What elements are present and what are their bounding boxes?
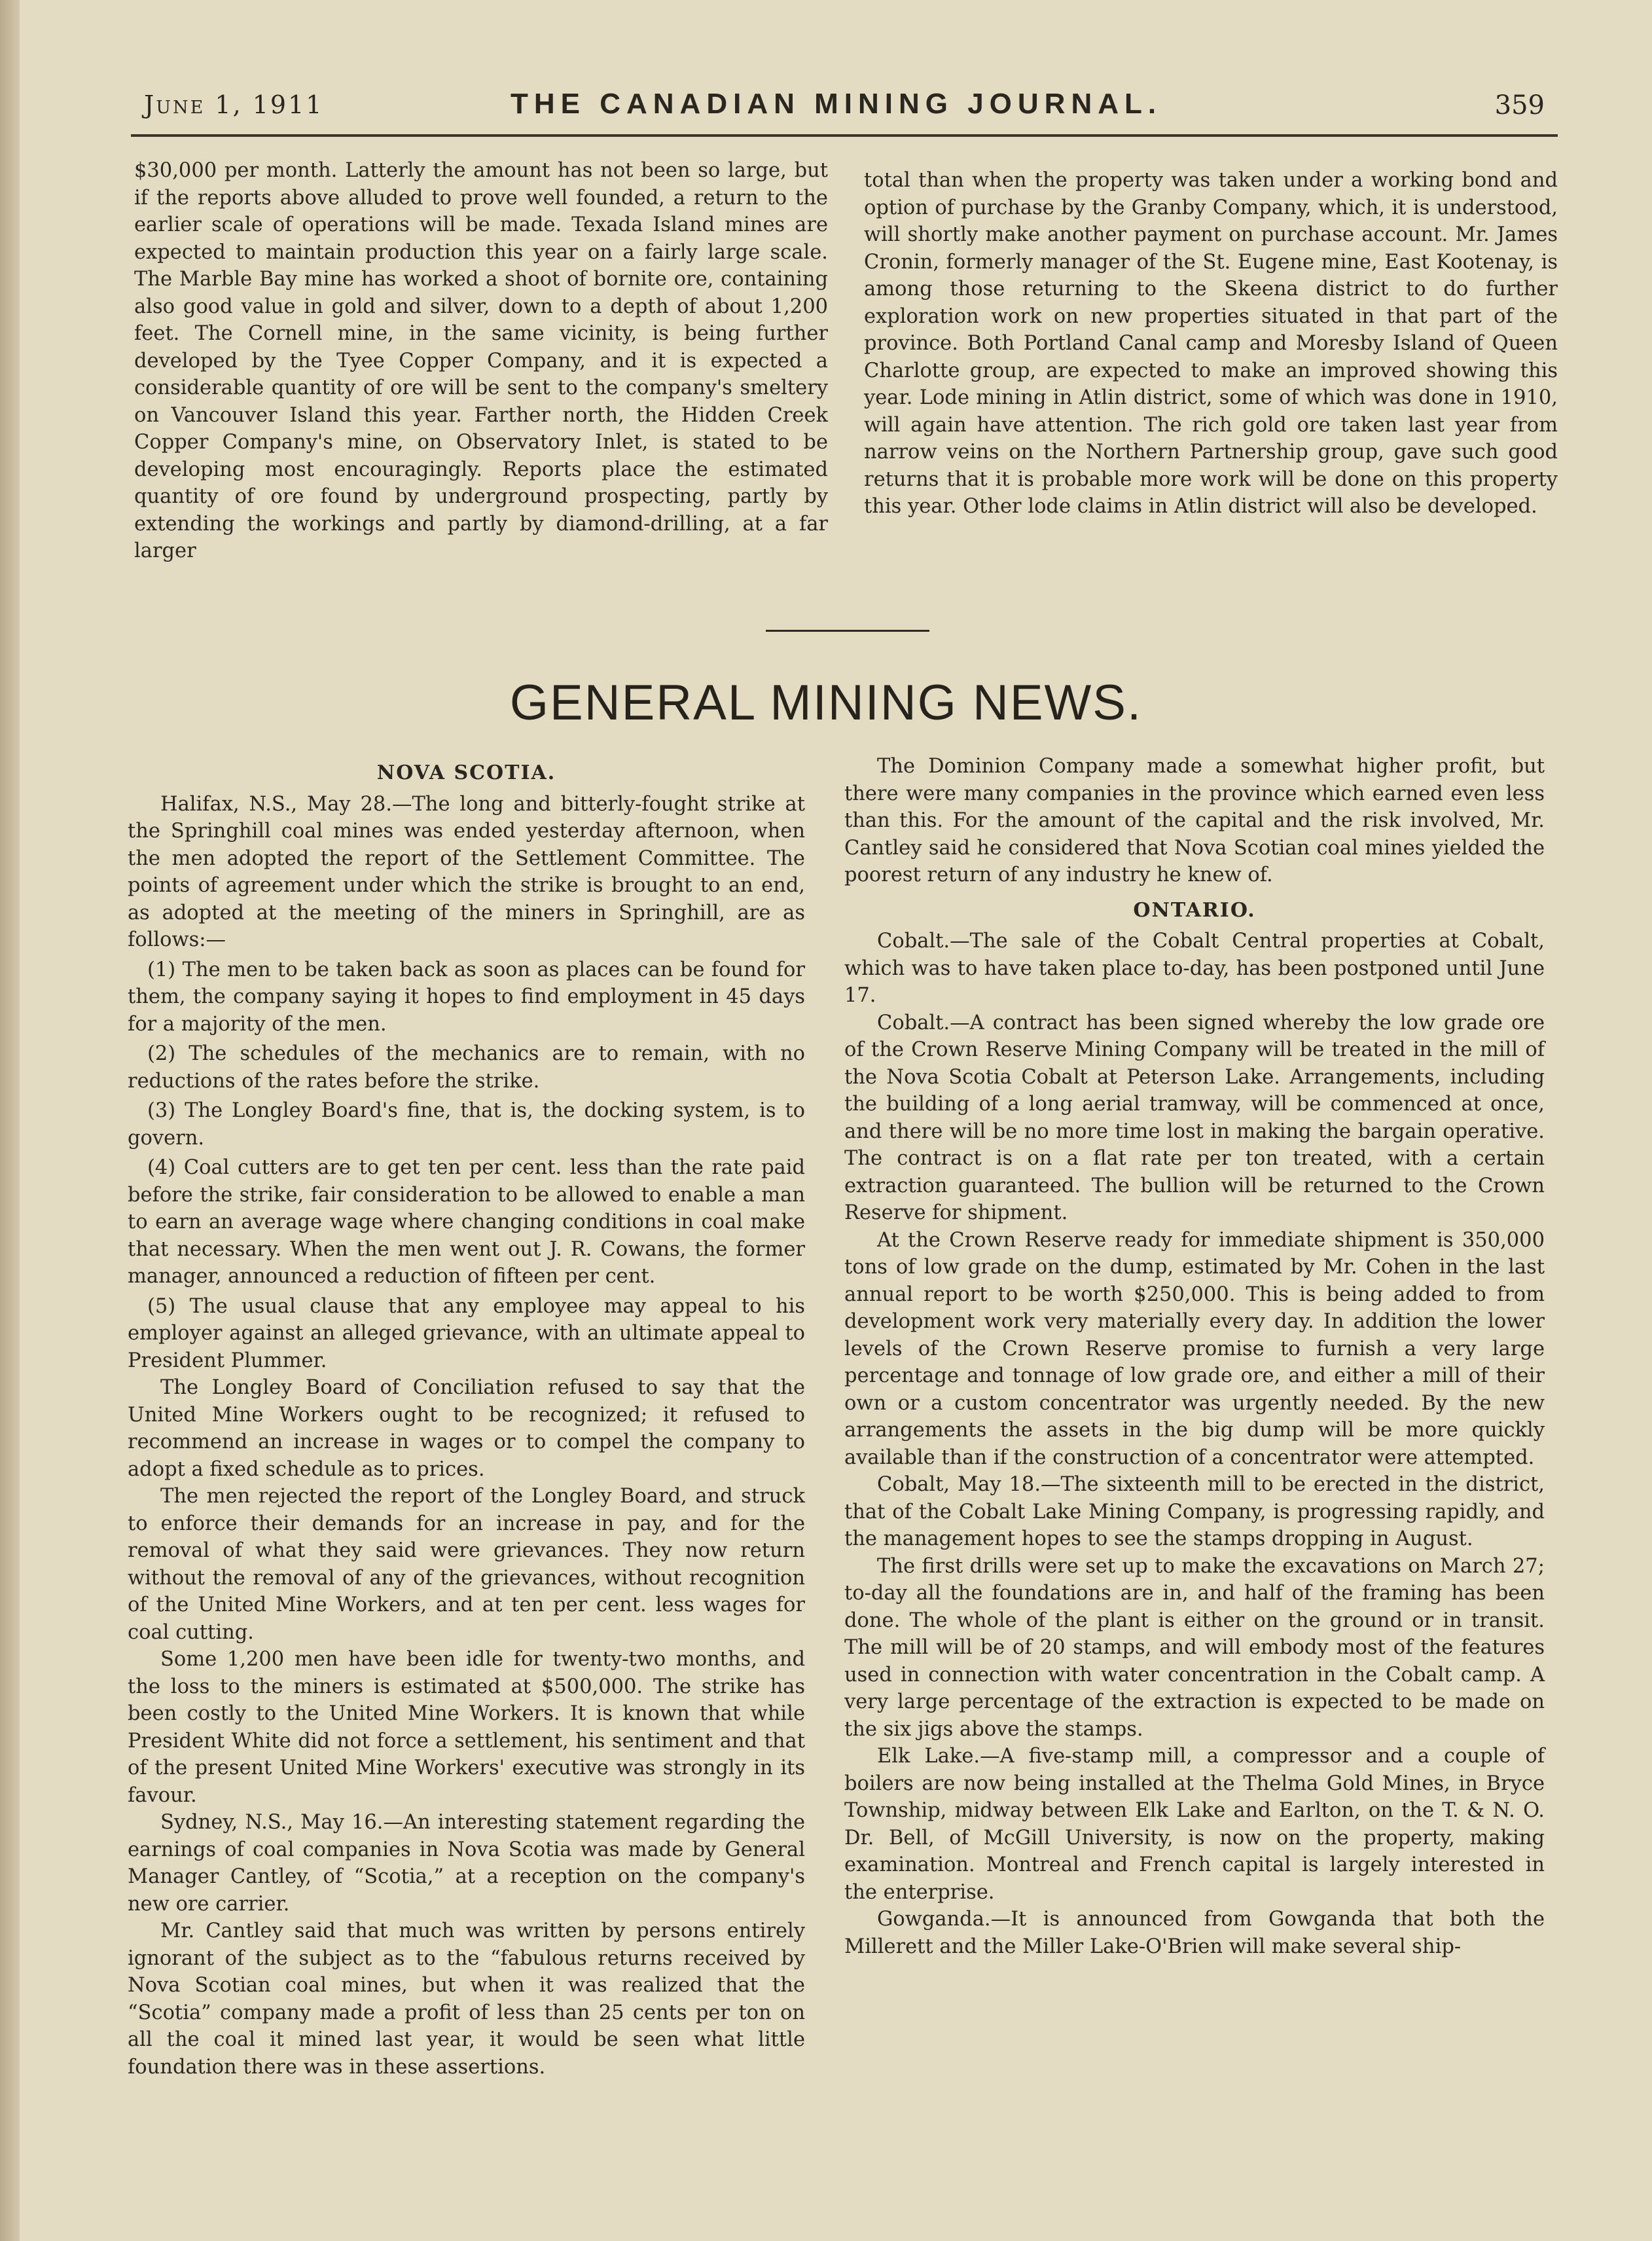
paragraph: total than when the property was taken under a working bond and option of purchase by the Granby Company, which, it is understood, will shortly make another payment on purchase account. Mr. James Cronin, formerly manager of the St. Eugene mine, East Kootenay, is among those returning to the Skeena district to do further exploration work on new properties situated in that part of the province. Both Portland Canal camp and Moresby Island of Queen Charlotte group, are expected to make an improved showing this year. Lode mining in Atlin district, some of which was done in 1910, will again have attention. The rich gold ore taken last year from narrow veins on the Northern Partnership group, gave such good returns that it is probable more work will be done on this property this year. Other lode claims in Atlin district will also be developed. xyxy=(864,169,1558,518)
paragraph: The first drills were set up to make the excavations on March 27; to-day all the foundations are in, and half of the framing has been done. The whole of the plant is either on the ground or in transit. The mill will be of 20 stamps, and will embody most of the features used in connection with water concentration in the Cobalt camp. A very large percentage of the extraction is expected to be made on the six jigs above the stamps. xyxy=(844,1554,1545,1741)
list-item: (4) Coal cutters are to get ten per cent. less than the rate paid before the strike, fair consideration to be allowed to enable a man to earn an average wage where changing conditions in coal make that necessary. When the men went out J. R. Cowans, the former manager, announced a reduction of fifteen per cent. xyxy=(128,1156,805,1288)
journal-title: THE CANADIAN MINING JOURNAL. xyxy=(511,88,1162,120)
list-item: (1) The men to be taken back as soon as places can be found for them, the company saying it hopes to find employment in 45 days for a majority of the men. xyxy=(128,958,805,1036)
paragraph: Halifax, N.S., May 28.—The long and bitterly-fought strike at the Springhill coal mines was ended yesterday afternoon, when the men adopted the report of the Settlement Committee. The points of agreement under which the strike is brought to an end, as adopted at the meeting of the miners in Springhill, are as follows:— xyxy=(128,792,805,951)
paragraph: Cobalt.—The sale of the Cobalt Central properties at Cobalt, which was to have taken place to-day, has been postponed until June 17. xyxy=(844,930,1545,1007)
paragraph: The Dominion Company made a somewhat higher profit, but there were many companies in the province which earned even less than this. For the amount of the capital and the risk involved, Mr. Cantley said he considered that Nova Scotian coal mines yielded the poorest return of any industry he knew of. xyxy=(844,755,1545,886)
top-column-left xyxy=(134,157,828,565)
paragraph: $30,000 per month. Latterly the amount has not been so large, but if the reports above alluded to prove well founded, a return to the earlier scale of operations will be made. Texada Island mines are expected to maintain production this year on a fairly large scale. The Marble Bay mine has worked a shoot of bornite ore, containing also good value in gold and silver, down to a depth of about 1,200 feet. The Cornell mine, in the same vicinity, is being further developed by the Tyee Copper Company, and it is expected a considerable quantity of ore will be sent to the company's smeltery on Vancouver Island this year. Farther north, the Hidden Creek Copper Company's mine, on Observatory Inlet, is stated to be developing most encouragingly. Reports place the estimated quantity of ore found by underground prospecting, partly by extending the workings and partly by diamond-drilling, at a far larger xyxy=(134,159,828,562)
paragraph: Some 1,200 men have been idle for twenty-two months, and the loss to the miners is estimated at $500,000. The strike has been costly to the United Mine Workers. It is known that while President White did not force a settlement, his sentiment and that of the present United Mine Workers' executive was strongly in its favour. xyxy=(128,1648,805,1807)
nova-scotia-heading: NOVA SCOTIA. xyxy=(376,761,556,784)
list-item: (5) The usual clause that any employee may appeal to his employer against an alleged grievance, with an ultimate appeal to President Plummer. xyxy=(128,1294,805,1372)
header-rule xyxy=(131,134,1558,137)
nova-scotia-column xyxy=(128,759,805,2081)
paragraph: The men rejected the report of the Longley Board, and struck to enforce their demands for an increase in pay, and for the removal of what they said were grievances. They now return without the removal of any of the grievances, without recognition of the United Mine Workers, and at ten per cent. less wages for coal cutting. xyxy=(128,1485,805,1644)
running-header xyxy=(131,85,1558,131)
section-headline: GENERAL MINING NEWS. xyxy=(509,675,1143,731)
paragraph: Cobalt.—A contract has been signed whereby the low grade ore of the Crown Reserve Mining Company will be treated in the mill of the Nova Scotia Cobalt at Peterson Lake. Arrangements, including the building of a long aerial tramway, will be commenced at once, and there will be no more time lost in making the bargain operative. The contract is on a flat rate per ton treated, with a certain extraction guaranteed. The bullion will be returned to the Crown Reserve for shipment. xyxy=(844,1011,1545,1224)
paragraph: At the Crown Reserve ready for immediate shipment is 350,000 tons of low grade on the dump, estimated by Mr. Cohen in the last annual report to be worth $250,000. This is being added to from development work very materially every day. In addition the lower levels of the Crown Reserve promise to furnish a very large percentage and tonnage of low grade ore, and either a mill of their own or a custom concentrator was urgently needed. By the new arrangements the assets in the big dump will be more quickly available than if the construction of a concentrator were attempted. xyxy=(844,1228,1545,1469)
ontario-heading: ONTARIO. xyxy=(1133,898,1256,922)
list-item: (3) The Longley Board's fine, that is, the docking system, is to govern. xyxy=(128,1099,805,1150)
binding-spine xyxy=(0,0,20,2241)
page-number: 359 xyxy=(1494,90,1545,120)
issue-date: June 1, 1911 xyxy=(144,90,324,119)
paragraph: The Longley Board of Conciliation refused to say that the United Mine Workers ought to be recognized; it refused to recommend an increase in wages or to compel the company to adopt a fixed schedule as to prices. xyxy=(128,1376,805,1481)
paragraph: Cobalt, May 18.—The sixteenth mill to be erected in the district, that of the Cobalt Lake Mining Company, is progressing rapidly, and the management hopes to see the stamps dropping in August. xyxy=(844,1473,1545,1550)
paragraph: Elk Lake.—A five-stamp mill, a compressor and a couple of boilers are now being installed at the Thelma Gold Mines, in Bryce Township, midway between Elk Lake and Earlton, on the T. & N. O. Dr. Bell, of McGill University, is now on the property, making examination. Montreal and French capital is largely interested in the enterprise. xyxy=(844,1745,1545,1904)
top-column-right xyxy=(864,167,1558,520)
section-divider xyxy=(766,630,929,632)
paragraph: Sydney, N.S., May 16.—An interesting statement regarding the earnings of coal companies in Nova Scotia was made by General Manager Cantley, of “Scotia,” at a reception on the company's new ore carrier. xyxy=(128,1811,805,1916)
paragraph: Mr. Cantley said that much was written by persons entirely ignorant of the subject as to the “fabulous returns received by Nova Scotian coal mines, but when it was realized that the “Scotia” company made a profit of less than 25 cents per ton on all the coal it mined last year, it would be seen what little foundation there was in these assertions. xyxy=(128,1920,805,2079)
right-news-column xyxy=(844,753,1545,1960)
list-item: (2) The schedules of the mechanics are to remain, with no reductions of the rates before the strike. xyxy=(128,1042,805,1093)
paragraph: Gowganda.—It is announced from Gowganda that both the Millerett and the Miller Lake-O'Brien will make several ship- xyxy=(844,1908,1545,1958)
